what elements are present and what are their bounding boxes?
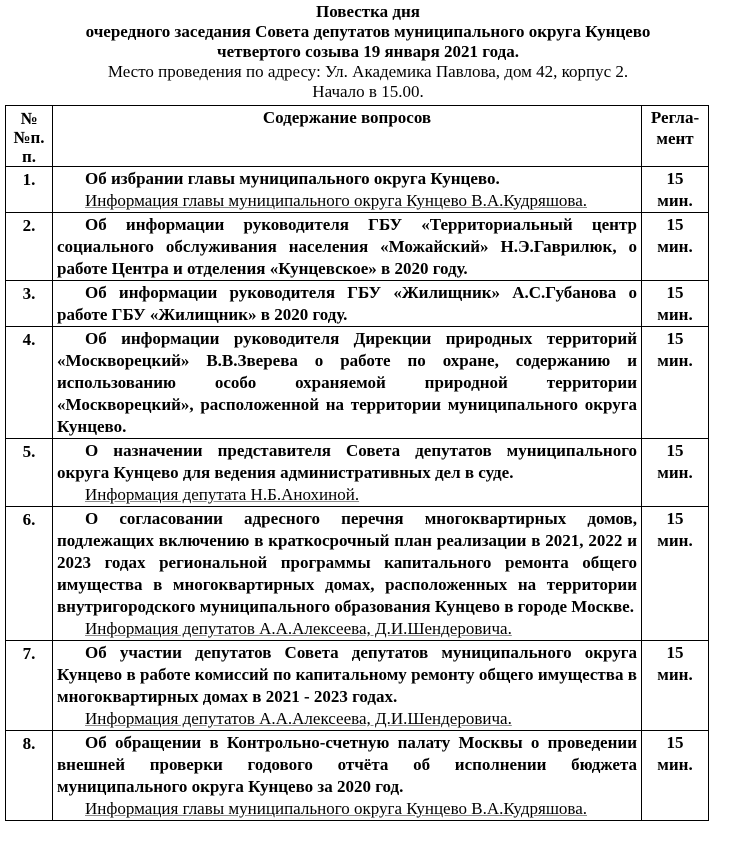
- item-reglament: [642, 439, 709, 507]
- item-number: 6.: [6, 507, 53, 641]
- reglament-value: 15: [666, 733, 684, 752]
- item-number: 2.: [6, 213, 53, 281]
- item-number: 3.: [6, 281, 53, 327]
- agenda-table: [5, 105, 709, 821]
- item-info: Информация депутатов А.А.Алексеева, Д.И.Шендеровича.: [85, 709, 512, 728]
- reglament-value: 15: [666, 643, 684, 662]
- column-header-number: № №п. п.: [6, 106, 53, 167]
- item-reglament: [642, 281, 709, 327]
- table-row: [6, 731, 709, 821]
- column-header-reglament: Регла-мент: [642, 106, 709, 167]
- reglament-unit: мин.: [657, 351, 693, 370]
- reglament-value: 15: [666, 441, 684, 460]
- reglament-unit: мин.: [657, 531, 693, 550]
- item-reglament: [642, 327, 709, 439]
- reglament-value: 15: [666, 215, 684, 234]
- table-row: [6, 439, 709, 507]
- item-info: Информация главы муниципального округа Кунцево В.А.Кудряшова.: [85, 191, 588, 210]
- table-row: [6, 281, 709, 327]
- item-content: [53, 213, 642, 281]
- item-number: 5.: [6, 439, 53, 507]
- item-info: Информация депутата Н.Б.Анохиной.: [85, 485, 360, 504]
- item-topic: О назначении представителя Совета депутатов муниципального округа Кунцево для ведения административных дел в суде.: [57, 441, 637, 482]
- item-topic: О согласовании адресного перечня многоквартирных домов, подлежащих включению в краткосрочный план реализации в 2021, 2022 и 2023 годах региональной программы капитального ремонта общего имущества в многоквартирных домах, расположенных на территории внутригородского муниципального образования Кунцево в городе Москве.: [57, 509, 637, 616]
- reglament-unit: мин.: [657, 755, 693, 774]
- reglament-unit: мин.: [657, 191, 693, 210]
- table-header-row: [6, 106, 709, 167]
- item-topic: Об информации руководителя Дирекции природных территорий «Москворецкий» В.В.Зверева о работе по охране, содержанию и использованию особо охраняемой природной территории «Москворецкий», расположенной на территории муниципального округа Кунцево.: [57, 329, 637, 436]
- item-topic: Об информации руководителя ГБУ «Жилищник» А.С.Губанова о работе ГБУ «Жилищник» в 2020 году.: [57, 283, 637, 324]
- item-number: 4.: [6, 327, 53, 439]
- item-reglament: [642, 507, 709, 641]
- item-info: Информация главы муниципального округа Кунцево В.А.Кудряшова.: [85, 799, 588, 818]
- reglament-unit: мин.: [657, 305, 693, 324]
- item-content: [53, 167, 642, 213]
- table-row: [6, 327, 709, 439]
- reglament-value: 15: [666, 329, 684, 348]
- item-reglament: [642, 641, 709, 731]
- agenda-date: четвертого созыва 19 января 2021 года.: [217, 42, 519, 61]
- reglament-unit: мин.: [657, 463, 693, 482]
- item-topic: Об обращении в Контрольно-счетную палату Москвы о проведении внешней проверки годового отчёта об исполнении бюджета муниципального округа Кунцево за 2020 год.: [57, 733, 637, 796]
- agenda-venue: Место проведения по адресу: Ул. Академика Павлова, дом 42, корпус 2.: [107, 62, 629, 81]
- item-content: [53, 731, 642, 821]
- item-reglament: [642, 167, 709, 213]
- table-row: [6, 507, 709, 641]
- table-row: [6, 167, 709, 213]
- item-reglament: [642, 213, 709, 281]
- item-content: [53, 439, 642, 507]
- item-number: 7.: [6, 641, 53, 731]
- item-number: 1.: [6, 167, 53, 213]
- table-row: [6, 641, 709, 731]
- item-content: [53, 507, 642, 641]
- item-reglament: [642, 731, 709, 821]
- agenda-header: [0, 0, 736, 102]
- item-topic: Об участии депутатов Совета депутатов муниципального округа Кунцево в работе комиссий по капитальному ремонту общего имущества в многоквартирных домах в 2021 - 2023 годах.: [57, 643, 637, 706]
- item-info: Информация депутатов А.А.Алексеева, Д.И.Шендеровича.: [85, 619, 512, 638]
- reglament-unit: мин.: [657, 665, 693, 684]
- reglament-value: 15: [666, 169, 684, 188]
- agenda-start-time: Начало в 15.00.: [312, 82, 424, 101]
- item-topic: Об избрании главы муниципального округа Кунцево.: [85, 169, 500, 188]
- reglament-unit: мин.: [657, 237, 693, 256]
- agenda-subtitle: очередного заседания Совета депутатов муниципального округа Кунцево: [85, 22, 651, 41]
- item-content: [53, 281, 642, 327]
- item-content: [53, 327, 642, 439]
- agenda-title: Повестка дня: [315, 2, 420, 21]
- item-content: [53, 641, 642, 731]
- item-topic: Об информации руководителя ГБУ «Территориальный центр социального обслуживания населения «Можайский» Н.Э.Гаврилюк, о работе Центра и отделения «Кунцевское» в 2020 году.: [57, 215, 637, 278]
- item-number: 8.: [6, 731, 53, 821]
- reglament-value: 15: [666, 509, 684, 528]
- reglament-value: 15: [666, 283, 684, 302]
- column-header-content: Содержание вопросов: [53, 106, 642, 167]
- table-row: [6, 213, 709, 281]
